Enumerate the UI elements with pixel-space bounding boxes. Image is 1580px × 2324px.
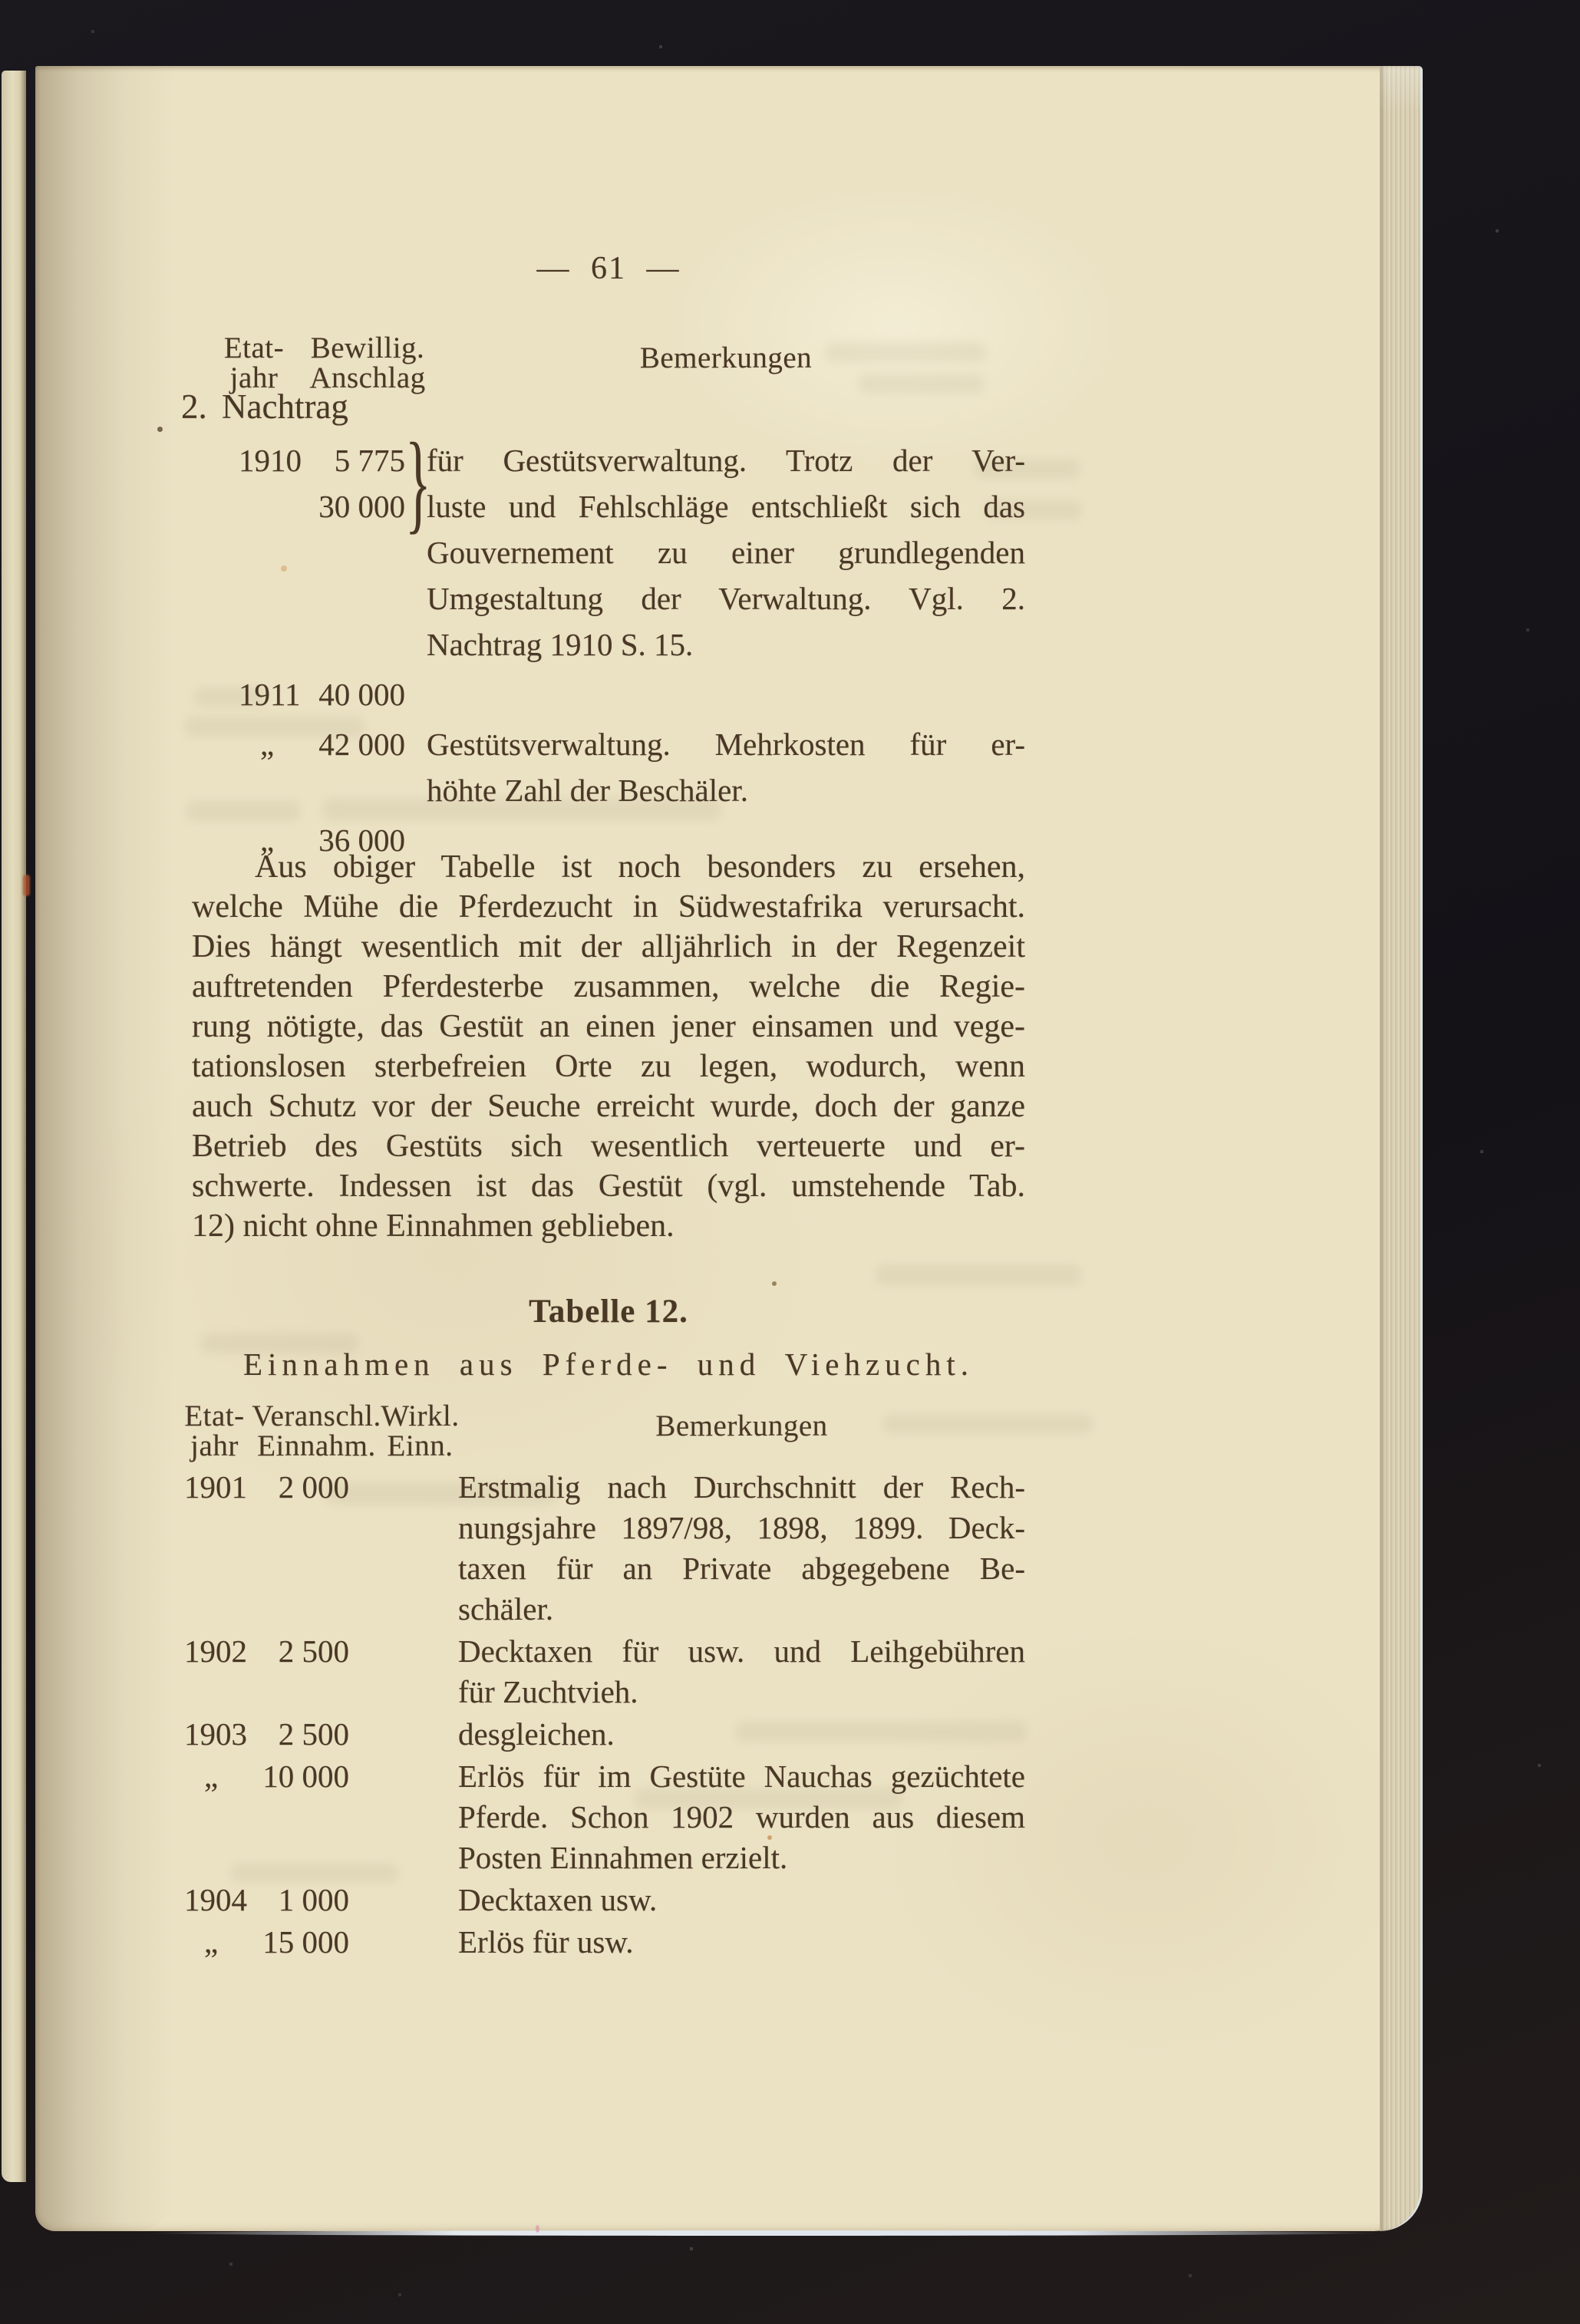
amount-cell <box>244 1880 349 1920</box>
table1-header-bewilligung-line1: Bewillig. <box>310 331 425 364</box>
table1-row <box>192 420 1025 668</box>
actual-income-cell <box>349 1880 458 1920</box>
brace-cell <box>405 721 427 813</box>
remark-line: schäler. <box>458 1591 554 1627</box>
remark-cell <box>458 1714 1025 1755</box>
table2-header-bemerkungen: Bemerkungen <box>655 1409 828 1442</box>
remark-line: höhte Zahl der Beschäler. <box>427 773 748 808</box>
remark-line: desgleichen. <box>458 1716 615 1752</box>
table2-header-veranschl-line1: Veranschl. <box>252 1399 381 1432</box>
remark-line: taxen für an Private abgegebene Be- <box>458 1551 1025 1586</box>
amount-value: 1 000 <box>278 1882 349 1917</box>
remark-line: Gestütsverwaltung. Mehrkosten für er- <box>427 727 1025 762</box>
table2-header-wirkl-line2: Einn. <box>387 1429 454 1462</box>
paragraph-line: Dies hängt wesentlich mit der alljährlich in der Regenzeit <box>192 929 1025 964</box>
amount-cell <box>244 1922 349 1963</box>
amount-cell <box>244 1756 349 1878</box>
paragraph-line: auch Schutz vor der Seuche erreicht wurde, doch der ganze <box>192 1089 1025 1124</box>
amount-value: 10 000 <box>262 1759 349 1794</box>
table2-row <box>183 1880 1025 1920</box>
amount-value: 40 000 <box>318 677 405 712</box>
table1-row <box>192 721 1025 813</box>
actual-income-cell <box>349 1756 458 1878</box>
year-cell: 1904 <box>184 1882 247 1917</box>
amount-cell <box>292 721 405 813</box>
table1-header-bewilligung-line2: Anschlag <box>309 361 426 394</box>
table1-row <box>192 671 1025 717</box>
amount-value: 2 500 <box>278 1633 349 1669</box>
table1-header-etatjahr <box>221 333 287 393</box>
remark-line: Gouvernement zu einer grundlegenden <box>427 535 1025 570</box>
remark-line: für Zuchtvieh. <box>458 1674 638 1709</box>
paragraph-line: rung nötigte, das Gestüt an einen jener einsamen und vege- <box>192 1009 1025 1044</box>
table2-header-veranschl-line2: Einnahm. <box>257 1429 376 1462</box>
paragraph-line: tationslosen sterbefreien Orte zu legen, wodurch, wenn <box>192 1049 1025 1084</box>
remark-line: Posten Einnahmen erzielt. <box>458 1840 788 1875</box>
year-cell: „ <box>204 1924 219 1960</box>
remark-cell <box>427 671 1025 717</box>
remark-line: Erstmalig nach Durchschnitt der Rech- <box>458 1469 1025 1505</box>
table1-header-etatjahr-line1: Etat- <box>223 331 285 364</box>
table2-row <box>183 1714 1025 1755</box>
table1-header-bemerkungen: Bemerkungen <box>639 341 813 374</box>
remark-cell <box>427 437 1025 668</box>
amount-value: 2 500 <box>278 1716 349 1752</box>
remark-line: Pferde. Schon 1902 wurden aus diesem <box>458 1799 1025 1834</box>
remark-line: Erlös für usw. <box>458 1924 634 1960</box>
amount-cell <box>244 1714 349 1755</box>
year-cell: „ <box>204 1759 219 1794</box>
paragraph-line: schwerte. Indessen ist das Gestüt (vgl. umstehende Tab. <box>192 1169 1025 1204</box>
paragraph-line: 12) nicht ohne Einnahmen geblieben. <box>192 1208 675 1244</box>
year-cell: 1903 <box>184 1716 247 1752</box>
table2-row <box>183 1467 1025 1630</box>
remark-line: Umgestaltung der Verwaltung. Vgl. 2. <box>427 581 1025 616</box>
amount-cell <box>292 437 405 668</box>
remark-line: für Gestütsverwaltung. Trotz der Ver- <box>427 443 1025 478</box>
amount-value: 42 000 <box>318 727 405 762</box>
year-cell: „ <box>260 727 275 762</box>
amount-value: 36 000 <box>318 822 405 858</box>
remark-cell <box>458 1631 1025 1713</box>
remark-line: Nachtrag 1910 S. 15. <box>427 627 694 662</box>
amount-value: 2 000 <box>278 1469 349 1505</box>
year-cell: 1902 <box>184 1633 247 1669</box>
table2-header-veranschlagte-einnahmen <box>249 1401 384 1461</box>
remark-line: nungsjahre 1897/98, 1898, 1899. Deck- <box>458 1510 1025 1545</box>
actual-income-cell <box>349 1631 458 1713</box>
table2-row <box>183 1922 1025 1963</box>
amount-value: 15 000 <box>262 1924 349 1960</box>
paragraph-line: Betrieb des Gestüts sich wesentlich verteuerte und er- <box>192 1129 1025 1164</box>
table2-subtitle: Einnahmen aus Pferde- und Viehzucht. <box>242 1347 975 1382</box>
brace-icon: } <box>405 420 431 544</box>
table2-header-wirkl-line1: Wirkl. <box>381 1399 460 1432</box>
page-number: — 61 — <box>536 251 681 286</box>
paragraph-line: auftretenden Pferdesterbe zusammen, welche die Regie- <box>192 969 1025 1004</box>
table2-row <box>183 1631 1025 1713</box>
table2 <box>183 1467 1025 1963</box>
table1-section-label: 2. Nachtrag <box>181 387 348 426</box>
remark-line: Decktaxen für usw. und Leihgebühren <box>458 1633 1025 1669</box>
amount-value: 5 775 <box>334 443 405 478</box>
amount-cell <box>292 671 405 717</box>
amount-cell <box>244 1467 349 1630</box>
table2-header-etatjahr-line1: Etat- <box>184 1399 245 1432</box>
year-cell: 1910 <box>239 443 302 478</box>
brace-cell <box>405 671 427 717</box>
paragraph-line: Aus obiger Tabelle ist noch besonders zu ersehen, <box>255 849 1025 885</box>
remark-line: Decktaxen usw. <box>458 1882 658 1917</box>
year-cell: „ <box>260 822 275 858</box>
table2-header-etatjahr-line2: jahr <box>190 1429 239 1462</box>
remark-cell <box>458 1467 1025 1630</box>
table2-header-etatjahr <box>178 1401 251 1461</box>
year-cell: 1911 <box>239 677 301 712</box>
body-paragraph <box>192 847 1025 1246</box>
table1-header-bewilligung <box>307 333 428 393</box>
remark-cell <box>427 721 1025 813</box>
table1 <box>192 420 1025 863</box>
actual-income-cell <box>349 1922 458 1963</box>
remark-cell <box>458 1922 1025 1963</box>
actual-income-cell <box>349 1467 458 1630</box>
remark-line: luste und Fehlschläge entschließt sich das <box>427 489 1025 524</box>
amount-cell <box>244 1631 349 1713</box>
table2-title: Tabelle 12. <box>529 1294 688 1330</box>
remark-cell <box>458 1880 1025 1920</box>
remark-line: Erlös für im Gestüte Nauchas gezüchtete <box>458 1759 1025 1794</box>
table2-row <box>183 1756 1025 1878</box>
table1-header-etatjahr-line2: jahr <box>229 361 279 394</box>
table2-header-wirkliche-einnahmen <box>380 1401 460 1461</box>
actual-income-cell <box>349 1714 458 1755</box>
brace-cell <box>405 420 431 668</box>
year-cell: 1901 <box>184 1469 247 1505</box>
remark-cell <box>458 1756 1025 1878</box>
amount-value: 30 000 <box>318 489 405 524</box>
paragraph-line: welche Mühe die Pferdezucht in Südwestafrika verursacht. <box>192 889 1025 925</box>
